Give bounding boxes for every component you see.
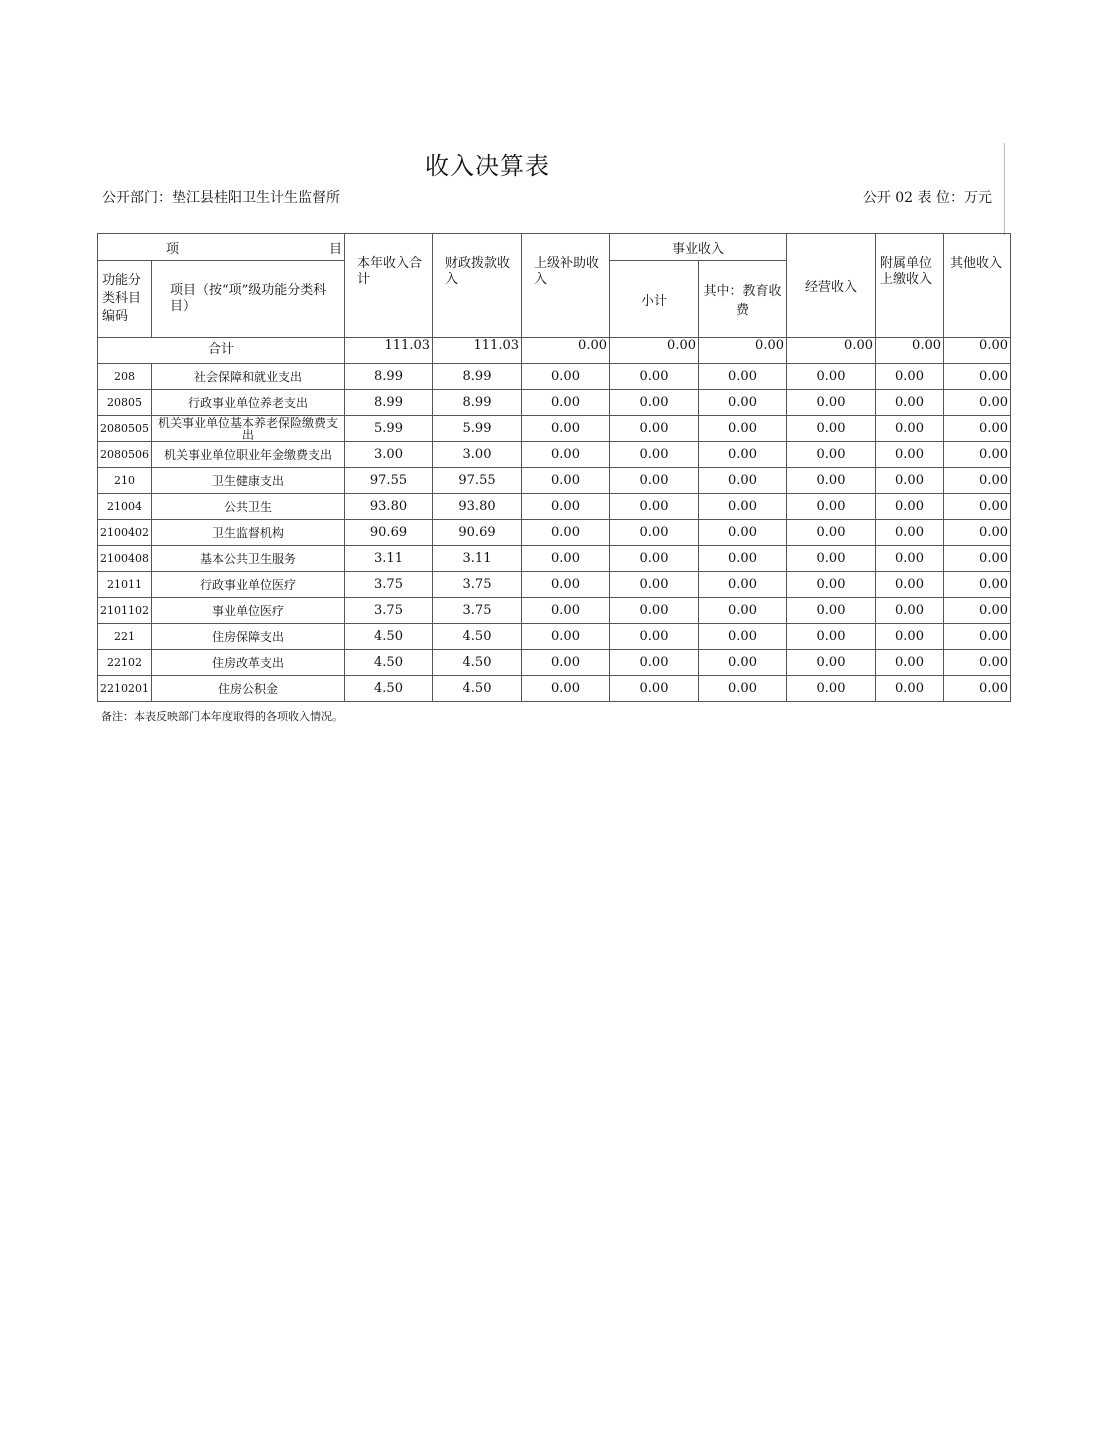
item-header-left: 项 xyxy=(166,241,180,257)
total-label: 合计 xyxy=(98,338,345,364)
row-value: 0.00 xyxy=(944,520,1011,546)
row-value: 0.00 xyxy=(876,364,944,390)
row-value: 0.00 xyxy=(876,598,944,624)
row-value: 0.00 xyxy=(876,494,944,520)
row-value: 0.00 xyxy=(787,546,876,572)
page-edge-divider xyxy=(1004,143,1005,235)
business-subtotal-header: 小计 xyxy=(610,261,699,338)
row-value: 8.99 xyxy=(433,390,522,416)
row-name: 住房改革支出 xyxy=(152,650,345,676)
operating-col-header: 经营收入 xyxy=(787,234,876,338)
row-value: 0.00 xyxy=(522,624,610,650)
row-value: 0.00 xyxy=(610,624,699,650)
row-name: 卫生健康支出 xyxy=(152,468,345,494)
table-body xyxy=(98,364,1011,702)
row-value: 90.69 xyxy=(345,520,433,546)
row-value: 0.00 xyxy=(522,572,610,598)
row-value: 3.11 xyxy=(345,546,433,572)
row-value: 0.00 xyxy=(876,468,944,494)
table-row xyxy=(98,390,1011,416)
total-value: 0.00 xyxy=(699,338,787,364)
row-value: 0.00 xyxy=(699,442,787,468)
row-value: 0.00 xyxy=(787,494,876,520)
row-value: 4.50 xyxy=(345,624,433,650)
row-value: 0.00 xyxy=(522,650,610,676)
row-value: 90.69 xyxy=(433,520,522,546)
row-code: 21011 xyxy=(98,572,152,598)
row-value: 5.99 xyxy=(345,416,433,442)
row-value: 0.00 xyxy=(876,624,944,650)
row-value: 0.00 xyxy=(610,494,699,520)
row-value: 0.00 xyxy=(522,364,610,390)
row-value: 3.00 xyxy=(433,442,522,468)
row-name: 卫生监督机构 xyxy=(152,520,345,546)
department-label: 公开部门：垫江县桂阳卫生计生监督所 xyxy=(102,190,340,206)
row-value: 0.00 xyxy=(944,676,1011,702)
row-value: 3.00 xyxy=(345,442,433,468)
row-code: 2100402 xyxy=(98,520,152,546)
total-value: 0.00 xyxy=(610,338,699,364)
table-row xyxy=(98,520,1011,546)
item-header xyxy=(98,234,345,261)
table-row xyxy=(98,364,1011,390)
form-unit-label: 公开 02 表 位：万元 xyxy=(862,190,992,206)
row-value: 0.00 xyxy=(522,520,610,546)
code-col-header: 功能分类科目编码 xyxy=(98,261,152,338)
table-row xyxy=(98,572,1011,598)
row-value: 0.00 xyxy=(787,468,876,494)
table-row xyxy=(98,494,1011,520)
row-value: 0.00 xyxy=(876,546,944,572)
row-code: 2080505 xyxy=(98,416,152,442)
row-code: 21004 xyxy=(98,494,152,520)
row-value: 97.55 xyxy=(345,468,433,494)
row-value: 0.00 xyxy=(876,572,944,598)
row-name: 公共卫生 xyxy=(152,494,345,520)
row-value: 0.00 xyxy=(876,442,944,468)
row-value: 0.00 xyxy=(944,442,1011,468)
row-value: 0.00 xyxy=(699,598,787,624)
row-value: 0.00 xyxy=(787,650,876,676)
row-value: 0.00 xyxy=(699,676,787,702)
row-value: 0.00 xyxy=(944,546,1011,572)
row-value: 0.00 xyxy=(787,390,876,416)
row-value: 0.00 xyxy=(699,624,787,650)
total-row xyxy=(98,338,1011,364)
table-row xyxy=(98,676,1011,702)
row-value: 0.00 xyxy=(787,676,876,702)
row-value: 0.00 xyxy=(610,468,699,494)
row-value: 0.00 xyxy=(610,650,699,676)
total-col-header: 本年收入合计 xyxy=(345,234,433,338)
row-value: 8.99 xyxy=(433,364,522,390)
row-value: 0.00 xyxy=(699,572,787,598)
row-name: 住房公积金 xyxy=(152,676,345,702)
row-code: 20805 xyxy=(98,390,152,416)
row-value: 0.00 xyxy=(944,650,1011,676)
row-value: 0.00 xyxy=(610,442,699,468)
row-value: 4.50 xyxy=(433,624,522,650)
row-value: 0.00 xyxy=(610,364,699,390)
row-name: 机关事业单位基本养老保险缴费支出 xyxy=(152,416,345,442)
header-row-1 xyxy=(98,234,1011,261)
row-code: 2080506 xyxy=(98,442,152,468)
row-value: 0.00 xyxy=(522,676,610,702)
row-value: 0.00 xyxy=(944,390,1011,416)
row-value: 0.00 xyxy=(610,390,699,416)
row-value: 5.99 xyxy=(433,416,522,442)
row-value: 0.00 xyxy=(876,390,944,416)
name-col-header: 项目（按“项”级功能分类科目） xyxy=(152,261,345,338)
row-value: 0.00 xyxy=(699,468,787,494)
row-value: 0.00 xyxy=(610,520,699,546)
total-value: 0.00 xyxy=(522,338,610,364)
business-edu-header: 其中：教育收费 xyxy=(699,261,787,338)
row-value: 0.00 xyxy=(699,520,787,546)
row-value: 0.00 xyxy=(876,520,944,546)
row-name: 住房保障支出 xyxy=(152,624,345,650)
row-value: 8.99 xyxy=(345,390,433,416)
table-row xyxy=(98,468,1011,494)
row-value: 0.00 xyxy=(522,390,610,416)
row-value: 0.00 xyxy=(610,416,699,442)
affiliated-col-header: 附属单位上缴收入 xyxy=(876,234,944,338)
fiscal-col-header: 财政拨款收入 xyxy=(433,234,522,338)
row-value: 0.00 xyxy=(944,468,1011,494)
row-value: 0.00 xyxy=(944,494,1011,520)
table-row xyxy=(98,416,1011,442)
row-value: 0.00 xyxy=(787,572,876,598)
row-value: 0.00 xyxy=(699,546,787,572)
row-name: 机关事业单位职业年金缴费支出 xyxy=(152,442,345,468)
total-value: 111.03 xyxy=(345,338,433,364)
row-name: 事业单位医疗 xyxy=(152,598,345,624)
table-row xyxy=(98,624,1011,650)
row-value: 3.75 xyxy=(433,598,522,624)
row-value: 0.00 xyxy=(787,598,876,624)
table-row xyxy=(98,546,1011,572)
table-row xyxy=(98,650,1011,676)
row-value: 0.00 xyxy=(944,624,1011,650)
business-group-header: 事业收入 xyxy=(610,234,787,261)
row-code: 2210201 xyxy=(98,676,152,702)
table-row xyxy=(98,598,1011,624)
other-col-header: 其他收入 xyxy=(944,234,1011,338)
row-value: 93.80 xyxy=(433,494,522,520)
row-value: 0.00 xyxy=(699,390,787,416)
row-value: 3.75 xyxy=(345,572,433,598)
row-value: 3.75 xyxy=(345,598,433,624)
row-value: 0.00 xyxy=(944,416,1011,442)
row-value: 0.00 xyxy=(699,364,787,390)
total-value: 0.00 xyxy=(876,338,944,364)
row-value: 0.00 xyxy=(522,416,610,442)
row-value: 3.75 xyxy=(433,572,522,598)
row-value: 0.00 xyxy=(522,494,610,520)
row-value: 4.50 xyxy=(345,676,433,702)
row-value: 4.50 xyxy=(345,650,433,676)
row-name: 基本公共卫生服务 xyxy=(152,546,345,572)
superior-col-header: 上级补助收入 xyxy=(522,234,610,338)
row-value: 93.80 xyxy=(345,494,433,520)
page-title: 收入决算表 xyxy=(425,152,550,180)
row-name: 行政事业单位医疗 xyxy=(152,572,345,598)
row-code: 2100408 xyxy=(98,546,152,572)
row-value: 0.00 xyxy=(876,650,944,676)
row-value: 0.00 xyxy=(610,598,699,624)
income-table xyxy=(97,233,1011,702)
item-header-right: 目 xyxy=(328,241,342,257)
row-value: 8.99 xyxy=(345,364,433,390)
row-name: 行政事业单位养老支出 xyxy=(152,390,345,416)
row-value: 0.00 xyxy=(522,468,610,494)
row-value: 0.00 xyxy=(787,624,876,650)
row-value: 3.11 xyxy=(433,546,522,572)
row-value: 0.00 xyxy=(944,598,1011,624)
footnote: 备注：本表反映部门本年度取得的各项收入情况。 xyxy=(101,710,343,723)
row-code: 210 xyxy=(98,468,152,494)
row-value: 0.00 xyxy=(944,364,1011,390)
row-code: 208 xyxy=(98,364,152,390)
row-value: 97.55 xyxy=(433,468,522,494)
total-value: 0.00 xyxy=(944,338,1011,364)
row-value: 0.00 xyxy=(787,416,876,442)
row-value: 4.50 xyxy=(433,676,522,702)
row-code: 22102 xyxy=(98,650,152,676)
row-value: 0.00 xyxy=(787,442,876,468)
row-value: 0.00 xyxy=(522,442,610,468)
row-value: 0.00 xyxy=(787,520,876,546)
total-value: 111.03 xyxy=(433,338,522,364)
row-value: 0.00 xyxy=(610,546,699,572)
row-value: 0.00 xyxy=(699,494,787,520)
row-value: 0.00 xyxy=(522,546,610,572)
row-value: 0.00 xyxy=(944,572,1011,598)
row-code: 221 xyxy=(98,624,152,650)
row-value: 0.00 xyxy=(610,572,699,598)
row-name: 社会保障和就业支出 xyxy=(152,364,345,390)
row-value: 0.00 xyxy=(699,416,787,442)
row-code: 2101102 xyxy=(98,598,152,624)
row-value: 0.00 xyxy=(522,598,610,624)
row-value: 0.00 xyxy=(876,416,944,442)
row-value: 0.00 xyxy=(610,676,699,702)
total-value: 0.00 xyxy=(787,338,876,364)
row-value: 0.00 xyxy=(876,676,944,702)
row-value: 0.00 xyxy=(699,650,787,676)
row-value: 4.50 xyxy=(433,650,522,676)
row-value: 0.00 xyxy=(787,364,876,390)
table-row xyxy=(98,442,1011,468)
